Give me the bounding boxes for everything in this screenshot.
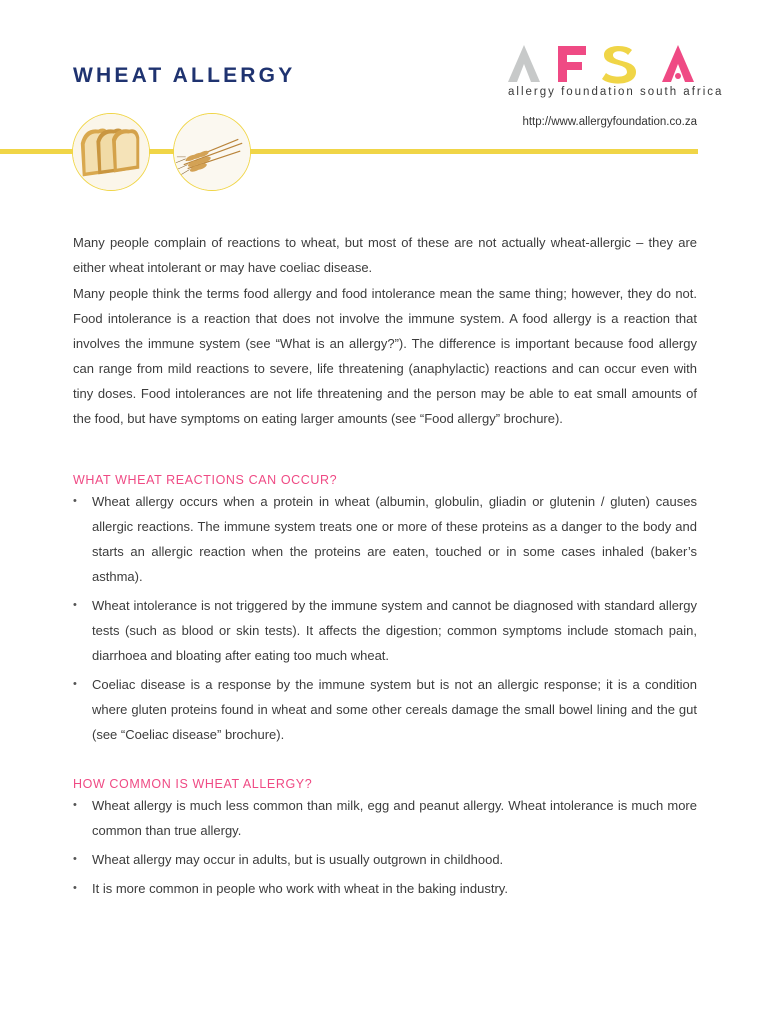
list-item [73,593,697,668]
logo-tagline: allergy foundation south africa [508,86,724,98]
list-item [73,793,697,843]
list-item-text: Coeliac disease is a response by the immune system but is not an allergic response; it is a condition where gluten proteins found in wheat and some other cereals damage the small bowel lining and the gut (see “Coeliac disease” brochure). [92,677,697,742]
list-item [73,489,697,589]
article-body [73,230,697,905]
reactions-list [73,489,697,747]
list-item-text: It is more common in people who work with wheat in the baking industry. [92,881,508,896]
list-item-text: Wheat allergy occurs when a protein in wheat (albumin, globulin, gliadin or glutenin / gluten) causes allergic reactions. The immune system treats one or more of these proteins as a danger to the body and starts an allergic reaction when the proteins are eaten, touched or in some cases inhaled (baker’s asthma). [92,494,697,584]
intro-paragraph-1: Many people complain of reactions to wheat, but most of these are not actually wheat-allergic – they are either wheat intolerant or may have coeliac disease. [73,235,697,275]
bullet-icon: • [73,599,77,611]
bullet-icon: • [73,853,77,865]
bullet-icon: • [73,678,77,690]
bullet-icon: • [73,495,77,507]
website-url-link[interactable]: http://www.allergyfoundation.co.za [522,116,697,128]
list-item [73,672,697,747]
afsa-logo-icon [506,40,702,88]
how-common-list [73,793,697,901]
page-title: WHEAT ALLERGY [73,64,296,87]
intro-paragraph-2: Many people think the terms food allergy and food intolerance mean the same thing; however, they do not. Food intolerance is a reaction that does not involve the immune system. A food allergy is a reaction that involves the immune system (see “What is an allergy?”). The difference is important because food allergy can range from mild reactions to severe, life threatening (anaphylactic) reactions and can occur even with tiny doses. Food intolerances are not life threatening and the person may be able to eat small amounts of the food, but have symptoms on eating larger amounts (see “Food allergy” brochure). [73,286,697,426]
list-item [73,876,697,901]
bread-slices-image [72,113,150,191]
list-item-text: Wheat allergy is much less common than milk, egg and peanut allergy. Wheat intolerance is much more common than true allergy. [92,798,697,838]
list-item [73,847,697,872]
list-item-text: Wheat intolerance is not triggered by the immune system and cannot be diagnosed with standard allergy tests (such as blood or skin tests). It affects the digestion; common symptoms include stomach pain, diarrhoea and bloating after eating too much wheat. [92,598,697,663]
list-item-text: Wheat allergy may occur in adults, but is usually outgrown in childhood. [92,852,504,867]
wheat-stalks-image [173,113,251,191]
bullet-icon: • [73,882,77,894]
section-heading-reactions: WHAT WHEAT REACTIONS CAN OCCUR? [73,473,338,487]
bullet-icon: • [73,799,77,811]
section-heading-how-common: HOW COMMON IS WHEAT ALLERGY? [73,777,313,791]
